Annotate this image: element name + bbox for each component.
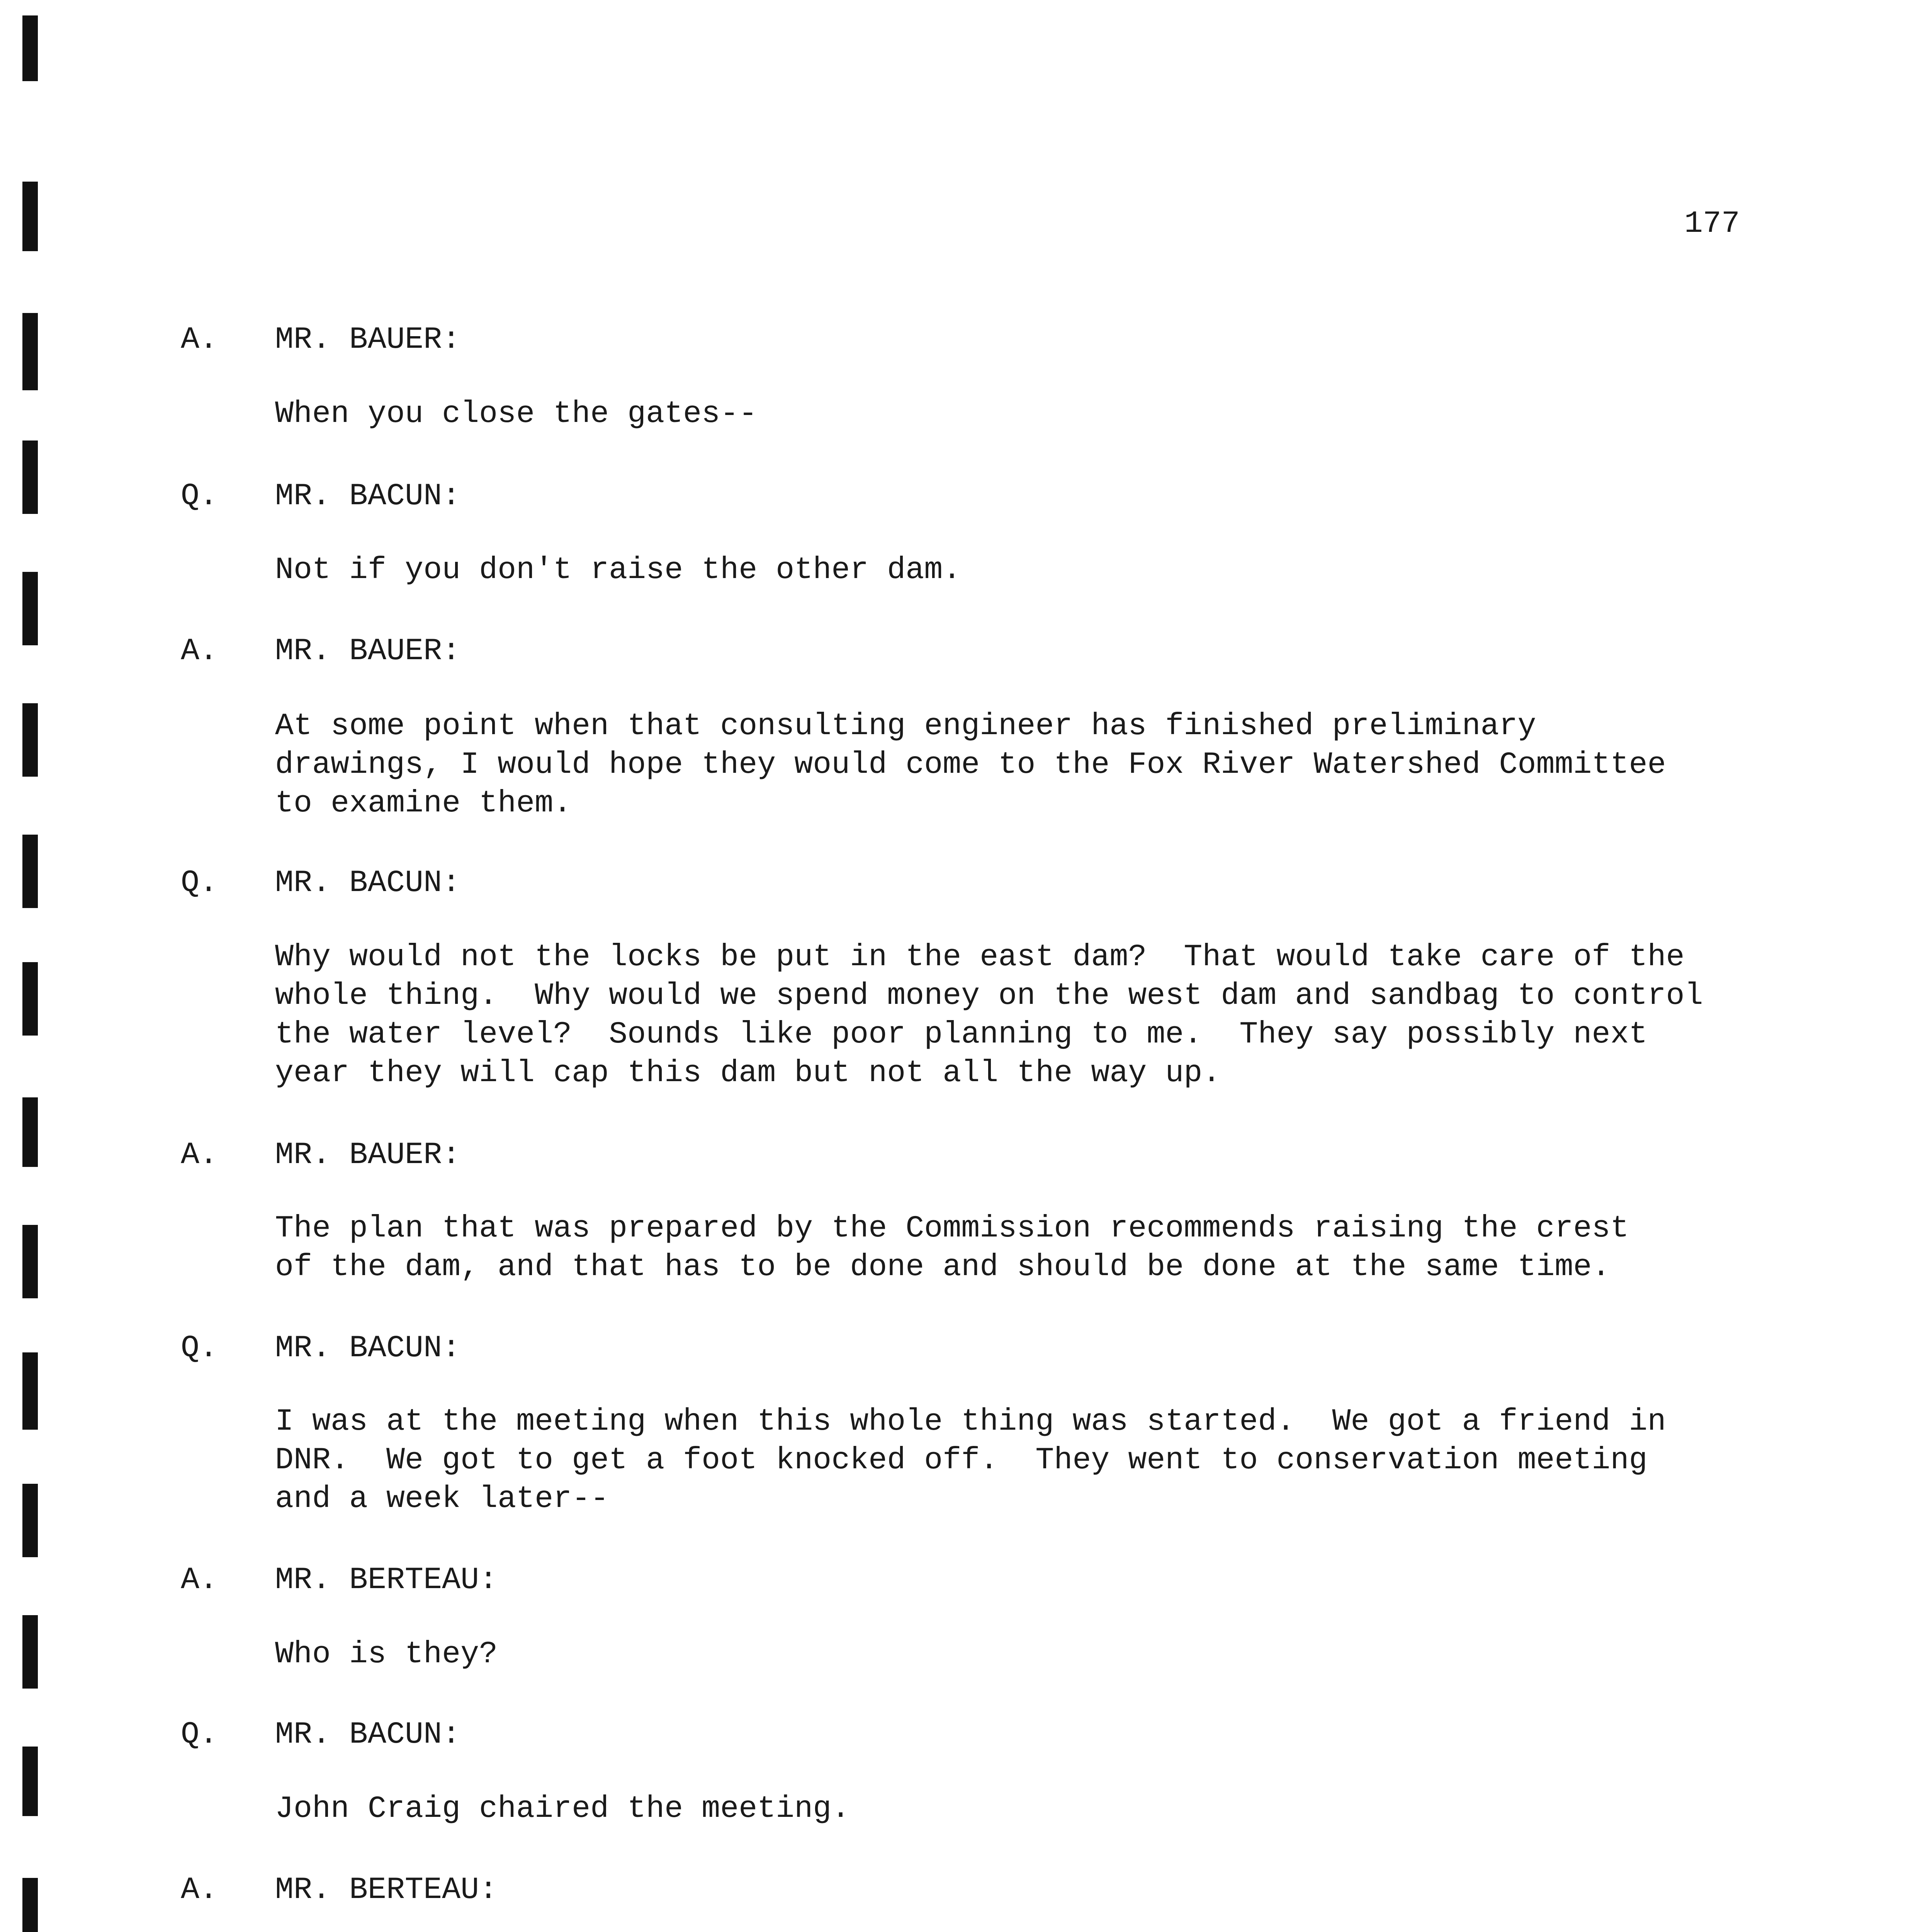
entry-role: Q.: [181, 866, 218, 901]
speaker-name: MR. BACUN:: [275, 1717, 461, 1752]
speaker-name: MR. BERTEAU:: [275, 1563, 498, 1598]
testimony-line: Not if you don't raise the other dam.: [275, 553, 962, 588]
testimony-line: DNR. We got to get a foot knocked off. They went to conservation meeting: [275, 1443, 1648, 1478]
testimony-line: year they will cap this dam but not all the way up.: [275, 1056, 1221, 1091]
testimony-line: When you close the gates--: [275, 396, 758, 432]
testimony-line: The plan that was prepared by the Commission recommends raising the crest: [275, 1211, 1629, 1246]
margin-mark: [22, 1484, 38, 1557]
margin-mark: [22, 1097, 38, 1167]
margin-mark: [22, 1615, 38, 1689]
testimony-line: to examine them.: [275, 786, 572, 821]
testimony-line: I was at the meeting when this whole thing was started. We got a friend in: [275, 1404, 1666, 1439]
entry-role: A.: [181, 322, 218, 357]
entry-role: A.: [181, 1138, 218, 1173]
testimony-line: and a week later--: [275, 1481, 609, 1517]
speaker-name: MR. BAUER:: [275, 322, 461, 357]
margin-mark: [22, 313, 38, 390]
entry-role: A.: [181, 1563, 218, 1598]
entry-role: Q.: [181, 1717, 218, 1752]
margin-mark: [22, 1878, 38, 1932]
margin-mark: [22, 1747, 38, 1816]
testimony-line: the water level? Sounds like poor planning to me. They say possibly next: [275, 1017, 1648, 1052]
entry-role: A.: [181, 634, 218, 669]
margin-mark: [22, 1225, 38, 1298]
speaker-name: MR. BAUER:: [275, 1138, 461, 1173]
margin-mark: [22, 572, 38, 645]
testimony-line: of the dam, and that has to be done and should be done at the same time.: [275, 1250, 1611, 1285]
testimony-line: At some point when that consulting engineer has finished preliminary: [275, 709, 1536, 744]
speaker-name: MR. BACUN:: [275, 479, 461, 514]
testimony-line: John Craig chaired the meeting.: [275, 1791, 850, 1827]
speaker-name: MR. BACUN:: [275, 1331, 461, 1366]
margin-mark: [22, 835, 38, 908]
margin-mark: [22, 1352, 38, 1430]
entry-role: A.: [181, 1872, 218, 1908]
margin-mark: [22, 440, 38, 514]
margin-mark: [22, 15, 38, 81]
speaker-name: MR. BAUER:: [275, 634, 461, 669]
entry-role: Q.: [181, 479, 218, 514]
speaker-name: MR. BACUN:: [275, 866, 461, 901]
entry-role: Q.: [181, 1331, 218, 1366]
margin-mark: [22, 703, 38, 777]
speaker-name: MR. BERTEAU:: [275, 1872, 498, 1908]
testimony-line: drawings, I would hope they would come to the Fox River Watershed Committee: [275, 747, 1666, 782]
margin-mark: [22, 962, 38, 1036]
page-number: 177: [1684, 206, 1740, 242]
testimony-line: Who is they?: [275, 1637, 498, 1672]
testimony-line: Why would not the locks be put in the east dam? That would take care of the: [275, 940, 1685, 975]
testimony-line: whole thing. Why would we spend money on the west dam and sandbag to control: [275, 978, 1703, 1014]
margin-mark: [22, 182, 38, 251]
